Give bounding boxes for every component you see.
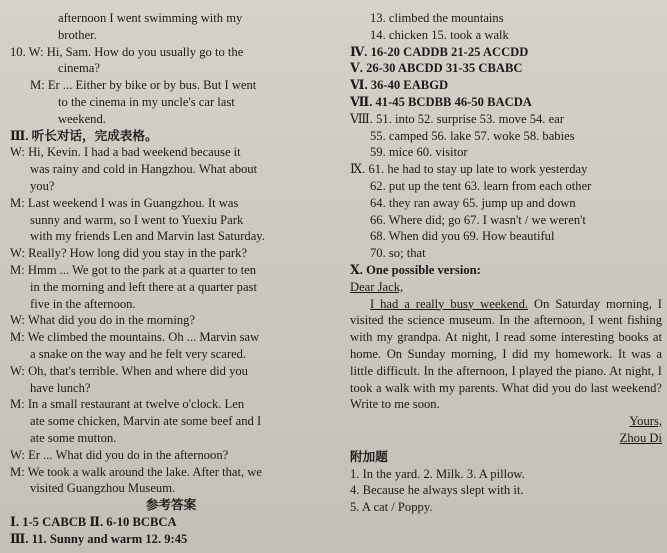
text-line: Ⅲ. 听长对话，完成表格。 — [10, 128, 158, 143]
answer-lines — [350, 10, 662, 296]
text-line: a snake on the way and he felt very scared. — [30, 346, 247, 361]
text-line: 55. camped 56. lake 57. woke 58. babies — [370, 128, 575, 143]
left-column — [10, 10, 332, 548]
sign-yours: Yours, — [629, 414, 662, 429]
text-line: in the morning and left there at a quarter past — [30, 279, 257, 294]
text-line: M: Last weekend I was in Guangzhou. It was — [10, 195, 239, 210]
text-line: M: We climbed the mountains. Oh ... Marvin saw — [10, 330, 260, 345]
text-line: visited Guangzhou Museum. — [30, 481, 176, 496]
text-line: ate some mutton. — [30, 430, 117, 445]
text-line: 68. When did you 69. How beautiful — [370, 229, 555, 244]
text-line: 66. Where did; go 67. I wasn't / we weren't — [370, 212, 586, 227]
text-line: Ⅶ. 41-45 BCDBB 46-50 BACDA — [350, 94, 532, 109]
bonus-heading: 附加题 — [350, 449, 388, 464]
text-line: Ⅹ. One possible version: — [350, 262, 481, 277]
text-line: 64. they ran away 65. jump up and down — [370, 195, 576, 210]
text-line: Ⅳ. 16-20 CADDB 21-25 ACCDD — [350, 44, 529, 59]
right-column — [350, 10, 662, 516]
text-line: 10. W: Hi, Sam. How do you usually go to the — [10, 44, 244, 59]
bonus-answers — [350, 466, 662, 516]
text-line: 70. so; that — [370, 246, 426, 261]
text-line: 参考答案 — [145, 498, 197, 513]
text-line: Ⅲ. 11. Sunny and warm 12. 9:45 — [10, 531, 188, 546]
text-line: Ⅴ. 26-30 ABCDD 31-35 CBABC — [350, 61, 523, 76]
text-line: have lunch? — [30, 380, 91, 395]
text-line: W: What did you do in the morning? — [10, 313, 196, 328]
text-line: M: Hmm ... We got to the park at a quarter to ten — [10, 262, 257, 277]
text-line: W: Er ... What did you do in the afternoon? — [10, 447, 229, 462]
text-line: sunny and warm, so I went to Yuexiu Park — [30, 212, 244, 227]
text-line: with my friends Len and Marvin last Saturday. — [30, 229, 265, 244]
text-line: cinema? — [58, 61, 100, 76]
text-line: weekend. — [58, 111, 106, 126]
text-line: W: Really? How long did you stay in the park? — [10, 246, 248, 261]
text-line: M: We took a walk around the lake. After that, we — [10, 464, 262, 479]
letter-title: I had a really busy weekend. — [370, 296, 529, 311]
bonus-line: 4. Because he always slept with it. — [350, 483, 524, 498]
text-line: W: Oh, that's terrible. When and where did you — [10, 363, 248, 378]
sample-letter — [350, 296, 662, 414]
text-line: brother. — [58, 27, 97, 42]
text-line: was rainy and cold in Hangzhou. What about — [30, 162, 258, 177]
bonus-line: 1. In the yard. 2. Milk. 3. A pillow. — [350, 466, 525, 481]
text-line: Dear Jack, — [350, 279, 404, 294]
bonus-line: 5. A cat / Poppy. — [350, 500, 433, 515]
text-line: M: Er ... Either by bike or by bus. But I went — [30, 78, 257, 93]
text-line: 13. climbed the mountains — [370, 11, 504, 25]
text-line: 14. chicken 15. took a walk — [370, 27, 509, 42]
text-line: to the cinema in my uncle's car last — [58, 94, 235, 109]
text-line: ate some chicken, Marvin ate some beef and I — [30, 414, 262, 429]
letter-body: On Saturday morning, I visited the science museum. In the afternoon, I went fishing with my grandpa. At night, I read some interesting books at home. On Sunday morning, I did my homework. It was a little difficult. In the afternoon, I played the piano. At night, I took a walk with my parents. What did you do last weekend? Write to me soon. — [350, 296, 662, 412]
text-line: you? — [30, 178, 55, 193]
text-line: five in the afternoon. — [30, 296, 136, 311]
text-line: Ⅵ. 36-40 EABGD — [350, 78, 449, 93]
text-line: 62. put up the tent 63. learn from each other — [370, 178, 592, 193]
text-line: Ⅰ. 1-5 CABCB Ⅱ. 6-10 BCBCA — [10, 514, 177, 529]
text-line: W: Hi, Kevin. I had a bad weekend because it — [10, 145, 241, 160]
text-line: M: In a small restaurant at twelve o'clock. Len — [10, 397, 245, 412]
text-line: Ⅷ. 51. into 52. surprise 53. move 54. ear — [350, 111, 564, 126]
text-line: afternoon I went swimming with my — [58, 11, 243, 25]
sign-name: Zhou Di — [619, 430, 662, 445]
text-line: Ⅸ. 61. he had to stay up late to work yesterday — [350, 162, 588, 177]
text-line: 59. mice 60. visitor — [370, 145, 468, 160]
